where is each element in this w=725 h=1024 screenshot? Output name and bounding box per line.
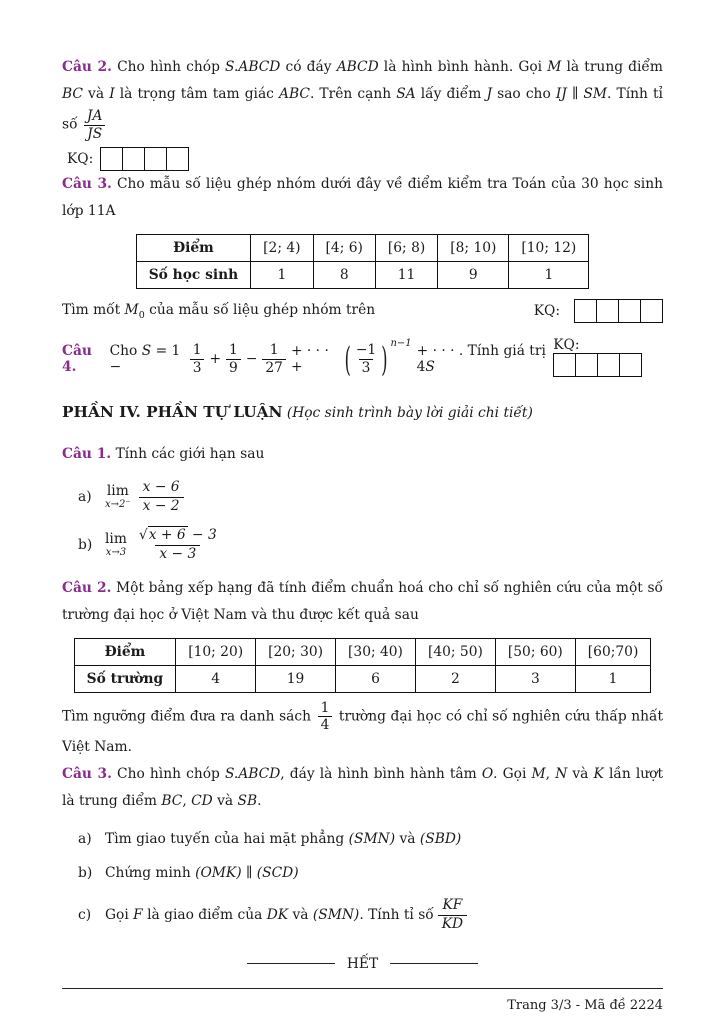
part-iv-title: PHẦN IV. PHẦN TỰ LUẬN xyxy=(62,403,283,422)
limit-item-b xyxy=(78,527,663,564)
question-4-tail: + · · · . Tính giá trị 4S xyxy=(416,343,546,376)
essay-question-3 xyxy=(62,761,663,815)
essay-question-2-followup xyxy=(62,700,663,761)
table-row xyxy=(74,665,651,692)
essay-question-1 xyxy=(62,441,663,468)
footer-rule xyxy=(62,988,663,989)
question-2-paragraph xyxy=(62,54,663,142)
question-4-label: Câu 4. xyxy=(62,343,92,376)
operator-minus: − xyxy=(245,351,258,368)
end-label: HẾT xyxy=(346,955,379,972)
end-rule-left xyxy=(247,963,335,964)
fraction-sqrt: $\frac{√x + 6 - 3}{x - 3}$ xyxy=(135,527,221,564)
answer-cell xyxy=(166,147,189,171)
lim-text: lim xyxy=(106,482,129,499)
lim-subscript: x→3 xyxy=(105,547,127,559)
page-footer xyxy=(62,988,663,1014)
limit-operator xyxy=(105,484,131,511)
answer-cell xyxy=(100,147,123,171)
answer-row-q4 xyxy=(553,337,663,381)
table-cell: [8; 10) xyxy=(438,235,509,262)
table-cell: [10; 12) xyxy=(509,235,589,262)
question-3-body: Cho mẫu số liệu ghép nhóm dưới đây về điểm kiểm tra Toán của 30 học sinh lớp 11A xyxy=(62,176,663,220)
item-marker: a) xyxy=(78,830,92,847)
kq-label: KQ: xyxy=(553,337,580,354)
item-marker: c) xyxy=(78,907,92,924)
essay-question-2-body: Một bảng xếp hạng đã tính điểm chuẩn hoá cho chỉ số nghiên cứu của một số trường đại học ở Việt Nam và thu được kết quả sau xyxy=(62,579,663,623)
right-paren: ) xyxy=(381,339,388,380)
table-cell: 8 xyxy=(313,262,375,289)
essay-question-2 xyxy=(62,575,663,629)
table-row xyxy=(136,235,589,262)
question-3-label: Câu 3. xyxy=(62,176,112,193)
answer-cell xyxy=(618,299,641,323)
geometry-item-a xyxy=(78,831,663,847)
question-4-row xyxy=(62,333,663,385)
limit-item-a xyxy=(78,479,663,516)
kq-label: KQ: xyxy=(67,151,94,168)
page-number-info: Trang 3/3 - Mã đề 2224 xyxy=(507,998,663,1013)
table-cell: [10; 20) xyxy=(176,638,256,665)
table-header-cell: Số học sinh xyxy=(136,262,250,289)
geometry-item-a-text: Tìm giao tuyến của hai mặt phẳng (SMN) và (SBD) xyxy=(105,830,462,847)
answer-box xyxy=(100,147,189,171)
fraction-x6-x2: $\frac{x - 6}{x - 2}$ xyxy=(139,479,184,516)
fraction-1-9: $\frac{1}{9}$ xyxy=(226,342,241,376)
answer-cell xyxy=(596,299,619,323)
answer-row-q2 xyxy=(67,147,663,171)
answer-cell xyxy=(597,353,620,377)
end-rule-right xyxy=(390,963,478,964)
table-cell: [6; 8) xyxy=(375,235,437,262)
part-iv-header xyxy=(62,398,663,427)
answer-box xyxy=(574,299,663,323)
answer-cell xyxy=(575,353,598,377)
table-cell: 6 xyxy=(336,665,416,692)
question-3-paragraph xyxy=(62,171,663,225)
sqrt-numerator: √x + 6 − 3 xyxy=(138,526,217,543)
end-of-exam-marker xyxy=(62,956,663,972)
part-iv-subtitle: (Học sinh trình bày lời giải chi tiết) xyxy=(286,405,533,422)
table-cell: 1 xyxy=(575,665,651,692)
table-cell: [4; 6) xyxy=(313,235,375,262)
essay-question-2-label: Câu 2. xyxy=(62,579,112,596)
table-cell: [60;70) xyxy=(575,638,651,665)
table-cell: 4 xyxy=(176,665,256,692)
table-cell: [50; 60) xyxy=(495,638,575,665)
table-cell: 1 xyxy=(251,262,313,289)
question-2-label: Câu 2. xyxy=(62,59,112,75)
after-sqrt: − 3 xyxy=(187,526,217,543)
essay-question-3-label: Câu 3. xyxy=(62,765,112,782)
exponent: n−1 xyxy=(390,337,412,349)
cdots: + · · · + xyxy=(290,343,329,376)
geometry-item-b xyxy=(78,865,663,881)
answer-row-q3 xyxy=(534,299,663,323)
limit-operator xyxy=(105,532,127,559)
fraction-1-3: $\frac{1}{3}$ xyxy=(190,342,205,376)
question-4-intro: Cho S = 1 − xyxy=(109,343,181,376)
table-cell: 9 xyxy=(438,262,509,289)
essay-question-3-body: Cho hình chóp S.ABCD, đáy là hình bình hành tâm O. Gọi M, N và K lần lượt là trung điểm BC, CD và SB. xyxy=(62,765,663,809)
answer-cell xyxy=(122,147,145,171)
score-frequency-table xyxy=(136,234,590,289)
answer-box xyxy=(553,353,642,377)
answer-cell xyxy=(640,299,663,323)
table-cell: 11 xyxy=(375,262,437,289)
table-header-cell: Số trường xyxy=(74,665,176,692)
table-header-cell: Điểm xyxy=(74,638,176,665)
table-header-cell: Điểm xyxy=(136,235,250,262)
geometry-item-b-text: Chứng minh (OMK) ∥ (SCD) xyxy=(105,864,299,881)
answer-cell xyxy=(553,353,576,377)
followup-post: trường đại học có chỉ số nghiên cứu thấp nhất Việt Nam. xyxy=(62,708,663,755)
kq-label: KQ: xyxy=(533,303,560,320)
fraction-ja-js: $\frac{JA}{JS}$ xyxy=(84,108,106,142)
table-row xyxy=(74,638,651,665)
item-marker: a) xyxy=(78,489,92,506)
table-cell: [20; 30) xyxy=(256,638,336,665)
question-3-followup: Tìm mốt $M_0$ của mẫu số liệu ghép nhóm trên xyxy=(62,301,376,321)
lim-text: lim xyxy=(105,530,127,547)
essay-question-1-label: Câu 1. xyxy=(62,445,112,462)
geometry-item-c-text: Gọi F là giao điểm của DK và (SMN). Tính tỉ số xyxy=(105,907,434,924)
table-row xyxy=(136,262,589,289)
left-paren: ( xyxy=(344,339,351,380)
fraction-1-27: $\frac{1}{27}$ xyxy=(262,342,286,376)
answer-cell xyxy=(144,147,167,171)
question-3-followup-row xyxy=(62,299,663,323)
followup-pre: Tìm ngưỡng điểm đưa ra danh sách xyxy=(62,708,316,725)
table-cell: 3 xyxy=(495,665,575,692)
radical-icon: √ xyxy=(138,526,148,543)
answer-cell xyxy=(574,299,597,323)
table-cell: 19 xyxy=(256,665,336,692)
table-cell: 1 xyxy=(509,262,589,289)
question-2-body: Cho hình chóp S.ABCD có đáy ABCD là hình bình hành. Gọi M là trung điểm BC và I là trọng tâm tam giác ABC. Trên cạnh SA lấy điểm J sao cho IJ ∥ SM. Tính tỉ số xyxy=(62,59,663,133)
table-cell: 2 xyxy=(415,665,495,692)
paren-fraction-power xyxy=(343,337,412,380)
answer-cell xyxy=(619,353,642,377)
table-cell: [30; 40) xyxy=(336,638,416,665)
university-score-table xyxy=(74,638,652,693)
operator-plus: + xyxy=(209,351,222,368)
lim-subscript: x→2⁻ xyxy=(105,499,131,511)
fraction-kf-kd: $\frac{KF}{KD}$ xyxy=(438,897,467,934)
geometry-item-c xyxy=(78,897,663,934)
fraction-neg1-3: $\frac{-1}{3}$ xyxy=(355,342,377,376)
item-marker: b) xyxy=(78,537,93,554)
item-marker: b) xyxy=(78,864,93,881)
fraction-1-4: $\frac{1}{4}$ xyxy=(318,700,333,734)
essay-question-1-intro: Tính các giới hạn sau xyxy=(115,445,265,462)
table-cell: [2; 4) xyxy=(251,235,313,262)
table-cell: [40; 50) xyxy=(415,638,495,665)
